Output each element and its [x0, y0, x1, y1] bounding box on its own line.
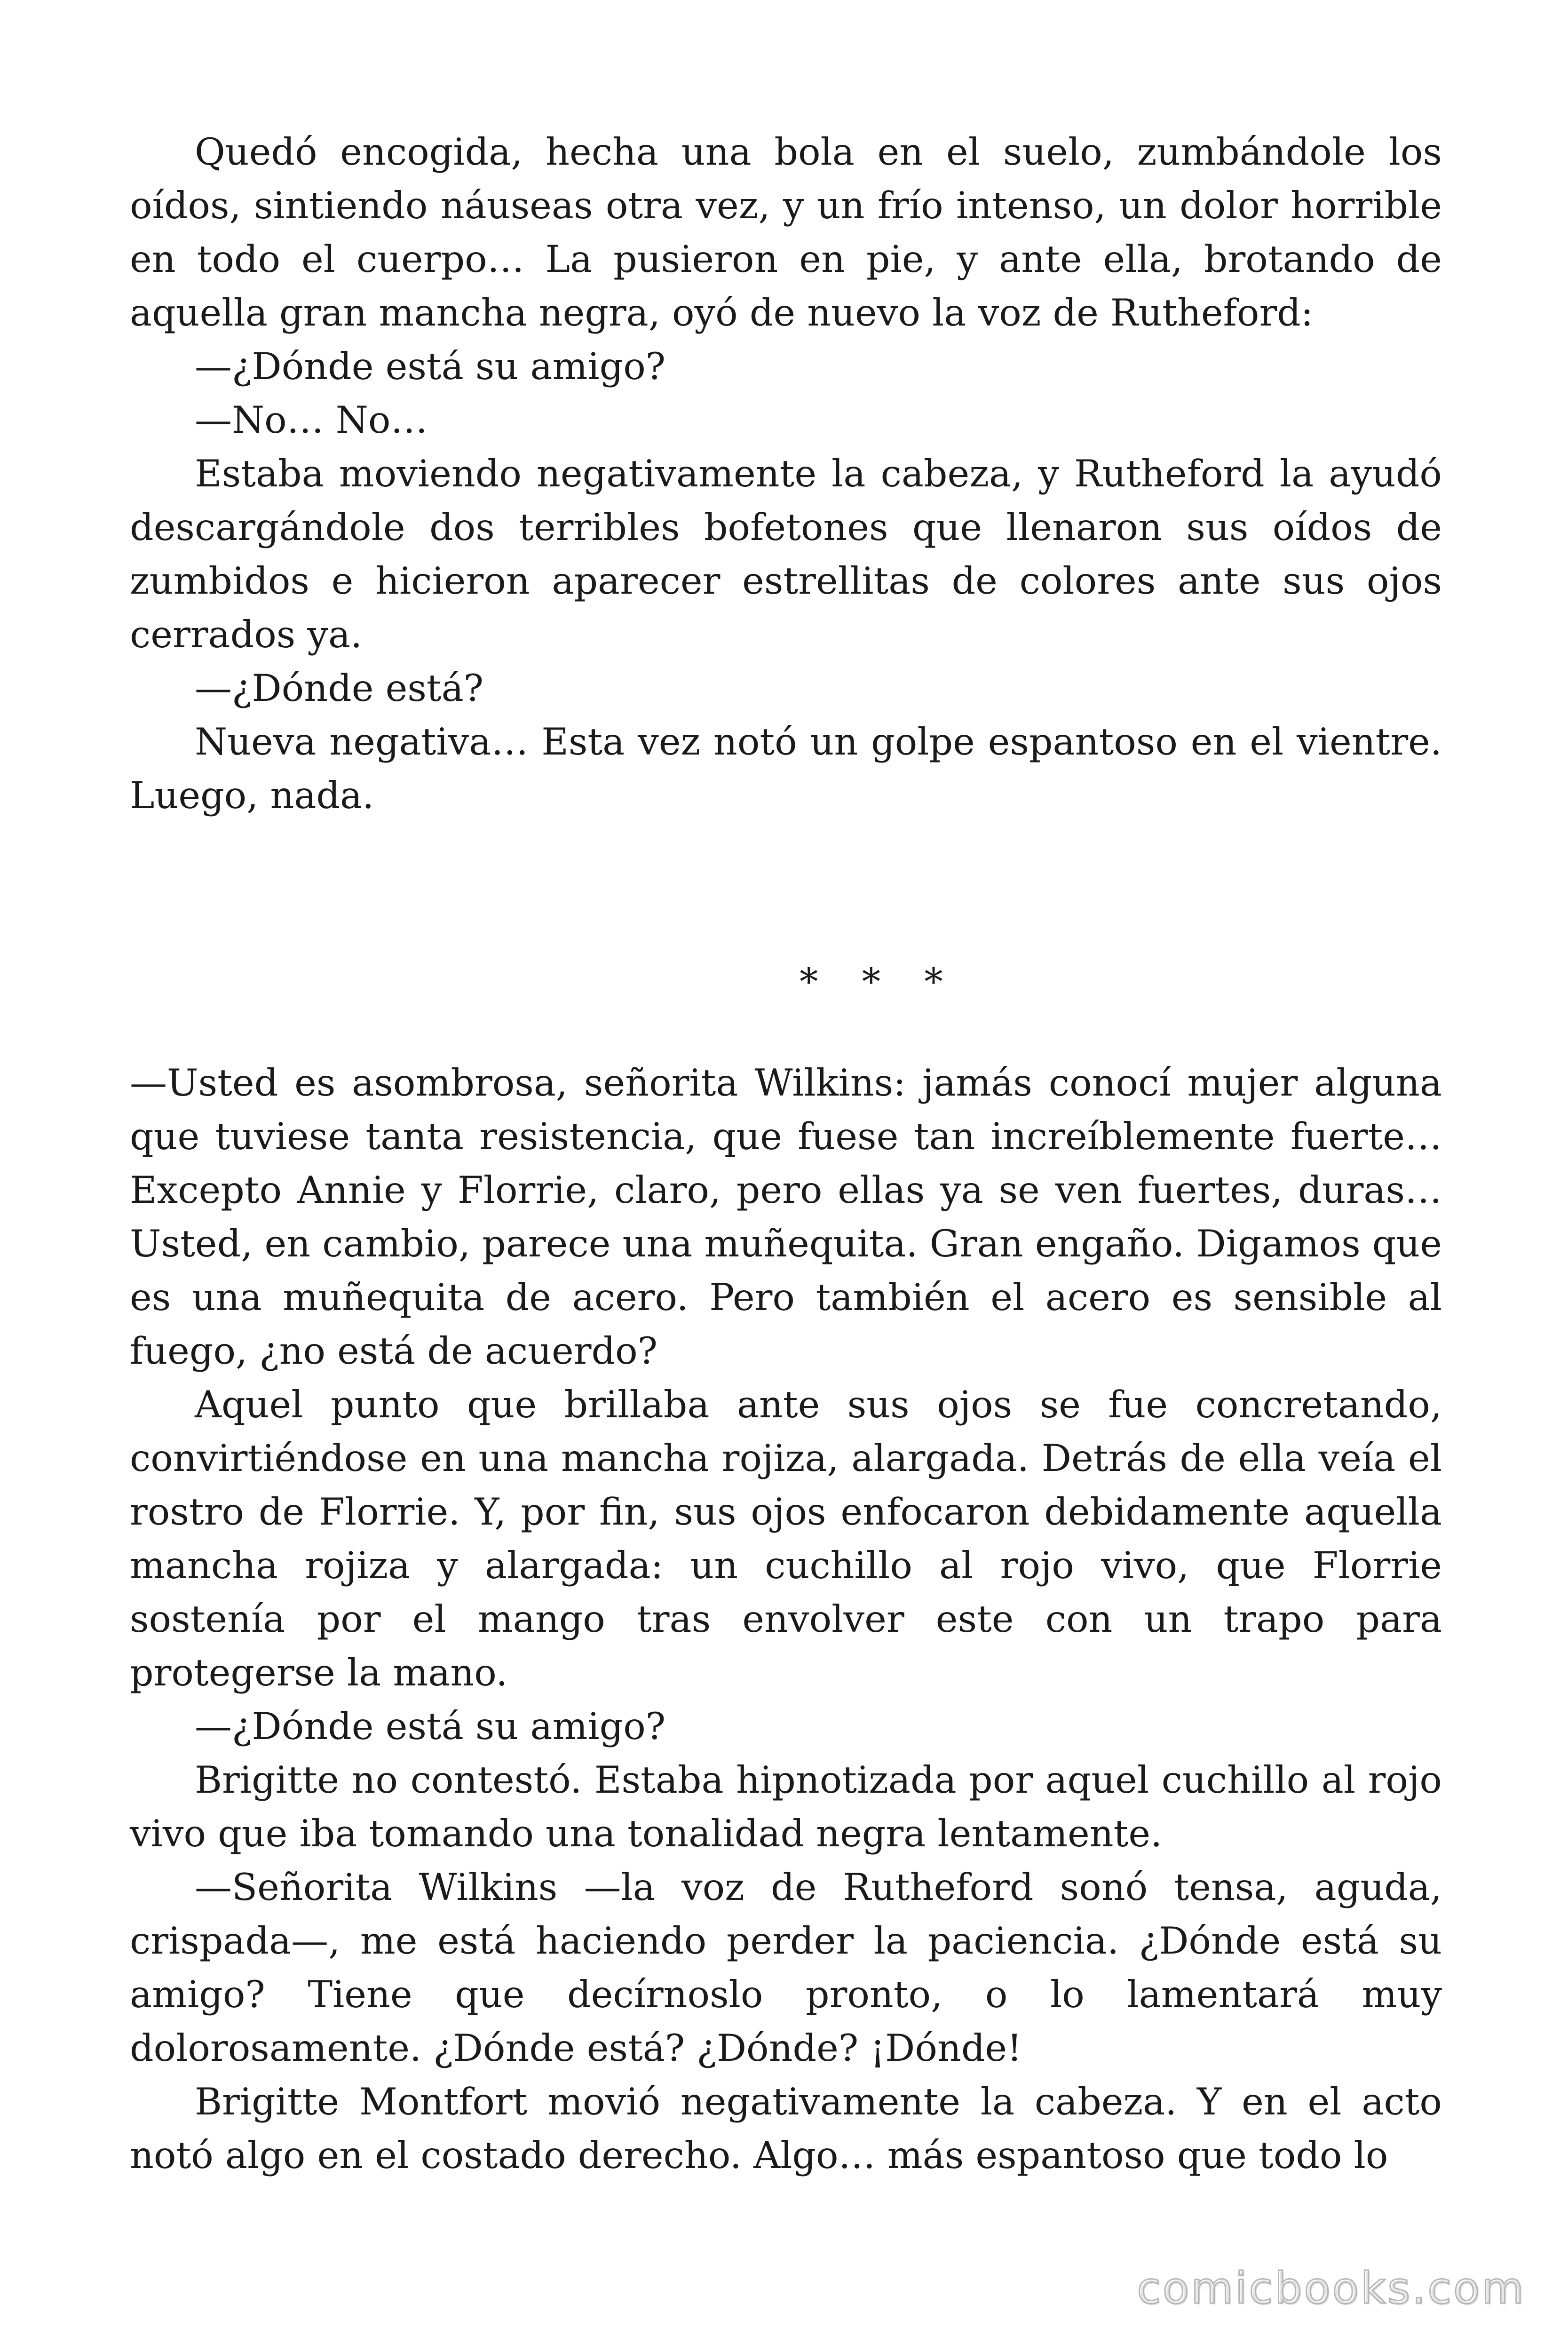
paragraph: —¿Dónde está su amigo? [195, 345, 666, 388]
paragraph: —Señorita Wilkins —la voz de Rutheford sonó tensa, aguda, crispada—, me está haciendo perder la paciencia. ¿Dónde está su amigo? Tiene que decírnoslo pronto, o lo lamentará muy dolorosamente. ¿Dónde está? ¿Dónde? ¡Dónde! [130, 1866, 1442, 2070]
paragraph: Quedó encogida, hecha una bola en el suelo, zumbándole los oídos, sintiendo náuseas otra vez, y un frío intenso, un dolor horrible en todo el cuerpo… La pusieron en pie, y ante ella, brotando de aquella gran mancha negra, oyó de nuevo la voz de Rutheford: [130, 130, 1442, 334]
paragraph: Estaba moviendo negativamente la cabeza, y Rutheford la ayudó descargándole dos terribles bofetones que llenaron sus oídos de zumbidos e hicieron aparecer estrellitas de colores ante sus ojos cerrados ya. [130, 452, 1442, 656]
paragraph: Aquel punto que brillaba ante sus ojos se fue concretando, convirtiéndose en una mancha rojiza, alargada. Detrás de ella veía el rostro de Florrie. Y, por fin, sus ojos enfocaron debidamente aquella mancha rojiza y alargada: un cuchillo al rojo vivo, que Florrie sostenía por el mango tras envolver este con un trapo para protegerse la mano. [130, 1383, 1442, 1694]
paragraph: —Usted es asombrosa, señorita Wilkins: jamás conocí mujer alguna que tuviese tanta resistencia, que fuese tan increíblemente fuerte… Excepto Annie y Florrie, claro, pero ellas ya se ven fuertes, duras… Usted, en cambio, parece una muñequita. Gran engaño. Digamos que es una muñequita de acero. Pero también el acero es sensible al fuego, ¿no está de acuerdo? [130, 1061, 1442, 1373]
watermark: comicbooks.com [1137, 2263, 1526, 2313]
scene-break-separator: * * * [800, 960, 959, 1003]
paragraph: Brigitte no contestó. Estaba hipnotizada por aquel cuchillo al rojo vivo que iba tomando una tonalidad negra lentamente. [130, 1758, 1442, 1855]
section-1-text [130, 125, 1442, 822]
section-2-text [130, 1056, 1442, 2182]
paragraph: Nueva negativa… Esta vez notó un golpe espantoso en el vientre. Luego, nada. [130, 720, 1442, 817]
paragraph: Brigitte Montfort movió negativamente la cabeza. Y en el acto notó algo en el costado derecho. Algo… más espantoso que todo lo [130, 2080, 1442, 2177]
paragraph: —¿Dónde está? [195, 667, 484, 710]
paragraph: —No… No… [195, 398, 428, 442]
paragraph: —¿Dónde está su amigo? [195, 1705, 666, 1748]
